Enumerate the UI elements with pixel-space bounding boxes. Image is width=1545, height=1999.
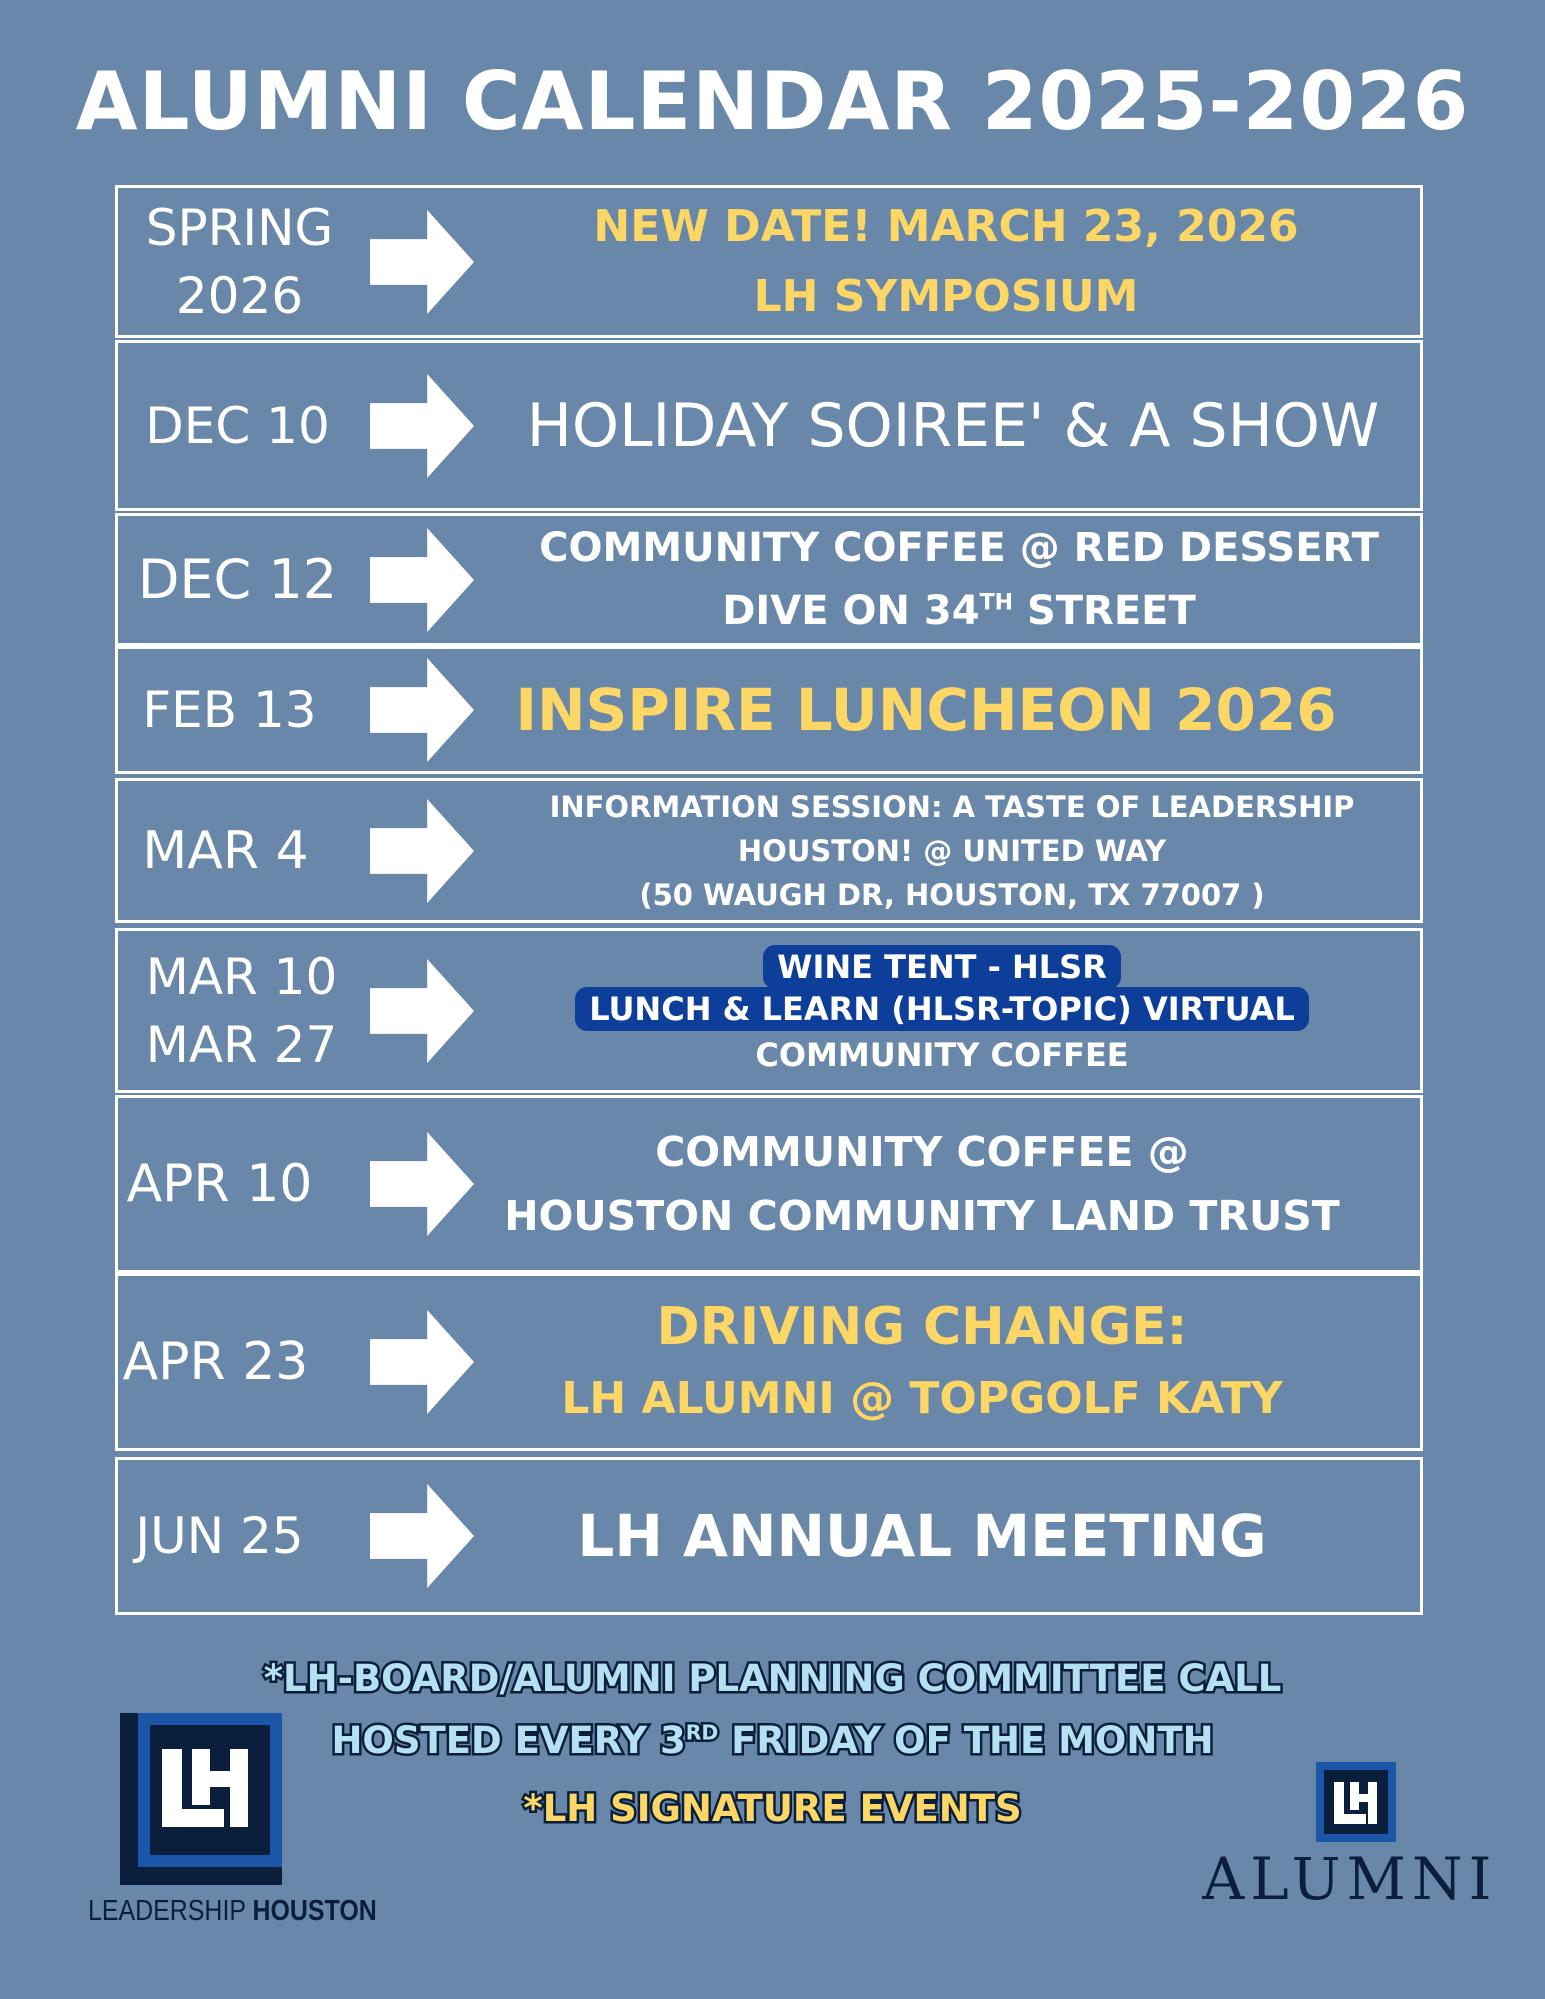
event-line-1: INSPIRE LUNCHEON 2026 (515, 676, 1337, 744)
event-row-dec10 (115, 340, 1423, 511)
event-line-3: (50 WAUGH DR, HOUSTON, TX 77007 ) (639, 877, 1265, 912)
event-title (484, 1098, 1360, 1270)
event-line-2: LH SYMPOSIUM (753, 270, 1139, 322)
arrow-right-icon (370, 374, 474, 478)
date-line-1: MAR 4 (142, 820, 309, 881)
event-row-mar4 (115, 778, 1423, 923)
date-line-2: MAR 27 (145, 1015, 338, 1074)
date-line-1: APR 10 (126, 1154, 313, 1214)
event-date (92, 1098, 347, 1270)
event-date (88, 1276, 343, 1448)
event-line-1: HOLIDAY SOIREE' & A SHOW (526, 390, 1380, 461)
event-line-2: DIVE ON 34TH STREET (722, 587, 1196, 634)
event-line-2 (575, 986, 1309, 1032)
event-date (102, 649, 357, 771)
arrow-right-icon (370, 528, 474, 632)
event-date (110, 343, 365, 508)
event-title (478, 188, 1414, 335)
event-date (114, 931, 369, 1090)
date-line-1: APR 23 (122, 1332, 309, 1392)
event-line-1: COMMUNITY COFFEE @ RED DESSERT (539, 524, 1379, 571)
event-line-2: HOUSTON! @ UNITED WAY (737, 833, 1167, 868)
page-title: ALUMNI CALENDAR 2025-2026 (75, 55, 1470, 148)
event-row-spring (115, 185, 1423, 338)
event-date (92, 1460, 347, 1612)
event-title (504, 516, 1414, 643)
event-line-1: INFORMATION SESSION: A TASTE OF LEADERSHIP (549, 789, 1355, 824)
note-committee-call: *LH-BOARD/ALUMNI PLANNING COMMITTEE CALL (263, 1657, 1282, 1700)
event-line-1: DRIVING CHANGE: (656, 1297, 1188, 1357)
event-line-1: LH ANNUAL MEETING (577, 1502, 1267, 1570)
arrow-right-icon (370, 210, 474, 314)
event-line-3: COMMUNITY COFFEE (755, 1035, 1129, 1074)
event-title (492, 649, 1360, 771)
event-row-apr23 (115, 1273, 1423, 1451)
note-hosted-monthly: HOSTED EVERY 3RD FRIDAY OF THE MONTH (331, 1719, 1214, 1762)
date-line-1: FEB 13 (142, 681, 317, 739)
lh-alumni-logo-icon (1316, 1762, 1396, 1842)
note-signature-events: *LH SIGNATURE EVENTS (523, 1787, 1022, 1830)
event-title (470, 931, 1414, 1090)
event-row-dec12 (115, 513, 1423, 646)
event-line-2: LH ALUMNI @ TOPGOLF KATY (561, 1373, 1283, 1424)
arrow-right-icon (370, 959, 474, 1063)
event-title (492, 343, 1414, 508)
event-row-jun25 (115, 1457, 1423, 1615)
event-row-apr10 (115, 1095, 1423, 1273)
event-date (98, 781, 353, 920)
date-line-1: SPRING (145, 198, 334, 257)
arrow-right-icon (370, 658, 474, 762)
leadership-houston-logo-icon (120, 1713, 282, 1885)
date-line-1: JUN 25 (135, 1507, 304, 1565)
date-line-1: DEC 12 (137, 547, 338, 611)
arrow-right-icon (370, 1310, 474, 1414)
event-pill-wine-tent: WINE TENT - HLSR (763, 945, 1121, 989)
date-line-2: 2026 (175, 266, 304, 325)
leadership-houston-wordmark: LEADERSHIP HOUSTON (88, 1895, 377, 1927)
event-title (484, 1276, 1360, 1448)
event-date (112, 188, 367, 335)
event-line-1 (763, 944, 1121, 990)
date-line-1: DEC 10 (145, 396, 330, 455)
event-row-mar10-mar27 (115, 928, 1423, 1093)
event-line-1: NEW DATE! MARCH 23, 2026 (593, 200, 1299, 252)
arrow-right-icon (370, 1484, 474, 1588)
event-line-2: HOUSTON COMMUNITY LAND TRUST (504, 1192, 1340, 1240)
event-pill-lunch-learn: LUNCH & LEARN (HLSR-TOPIC) VIRTUAL (575, 987, 1309, 1031)
event-title (490, 781, 1414, 920)
event-date (110, 516, 365, 643)
alumni-wordmark: ALUMNI (1202, 1845, 1498, 1913)
arrow-right-icon (370, 1132, 474, 1236)
event-row-feb13 (115, 646, 1423, 774)
event-line-1: COMMUNITY COFFEE @ (655, 1128, 1189, 1176)
event-title (484, 1460, 1360, 1612)
arrow-right-icon (370, 799, 474, 903)
date-line-1: MAR 10 (145, 947, 338, 1006)
